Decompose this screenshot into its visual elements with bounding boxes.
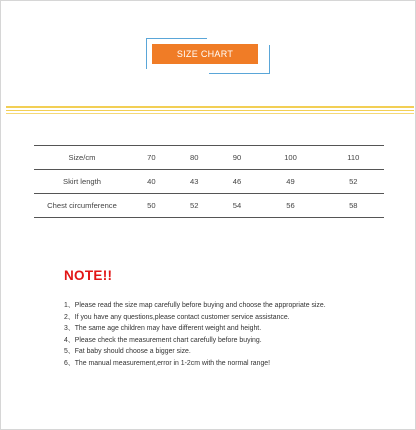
table-cell: 40 <box>130 170 173 194</box>
size-table <box>34 145 384 218</box>
title-badge <box>146 38 264 68</box>
row-label: Size/cm <box>34 146 130 170</box>
table-cell: 50 <box>130 194 173 218</box>
table-cell: 52 <box>173 194 216 218</box>
row-label: Chest circumference <box>34 194 130 218</box>
table-cell: 110 <box>323 146 384 170</box>
list-item: 6、The manual measurement,error in 1-2cm with the normal range! <box>64 359 271 367</box>
divider-rule <box>6 110 414 111</box>
table-cell: 56 <box>258 194 322 218</box>
divider-rule <box>6 113 414 114</box>
table-cell: 49 <box>258 170 322 194</box>
notes-list <box>64 300 326 370</box>
table-cell: 70 <box>130 146 173 170</box>
table-cell: 100 <box>258 146 322 170</box>
table-cell: 52 <box>323 170 384 194</box>
table-cell: 54 <box>216 194 259 218</box>
list-item: 3、The same age children may have different weight and height. <box>64 325 262 333</box>
table-row <box>34 194 384 218</box>
list-item: 5、Fat baby should choose a bigger size. <box>64 348 191 356</box>
page-title: SIZE CHART <box>152 44 258 64</box>
table-row <box>34 146 384 170</box>
divider-rule <box>6 106 414 108</box>
list-item: 4、Please check the measurement chart carefully before buying. <box>64 336 262 344</box>
table-cell: 46 <box>216 170 259 194</box>
list-item: 2、If you have any questions,please contact customer service assistance. <box>64 313 290 321</box>
table-cell: 43 <box>173 170 216 194</box>
note-heading: NOTE!! <box>64 268 113 283</box>
table-cell: 80 <box>173 146 216 170</box>
row-label: Skirt length <box>34 170 130 194</box>
table-row <box>34 170 384 194</box>
table-cell: 58 <box>323 194 384 218</box>
table-cell: 90 <box>216 146 259 170</box>
list-item: 1、Please read the size map carefully before buying and choose the appropriate size. <box>64 302 326 309</box>
